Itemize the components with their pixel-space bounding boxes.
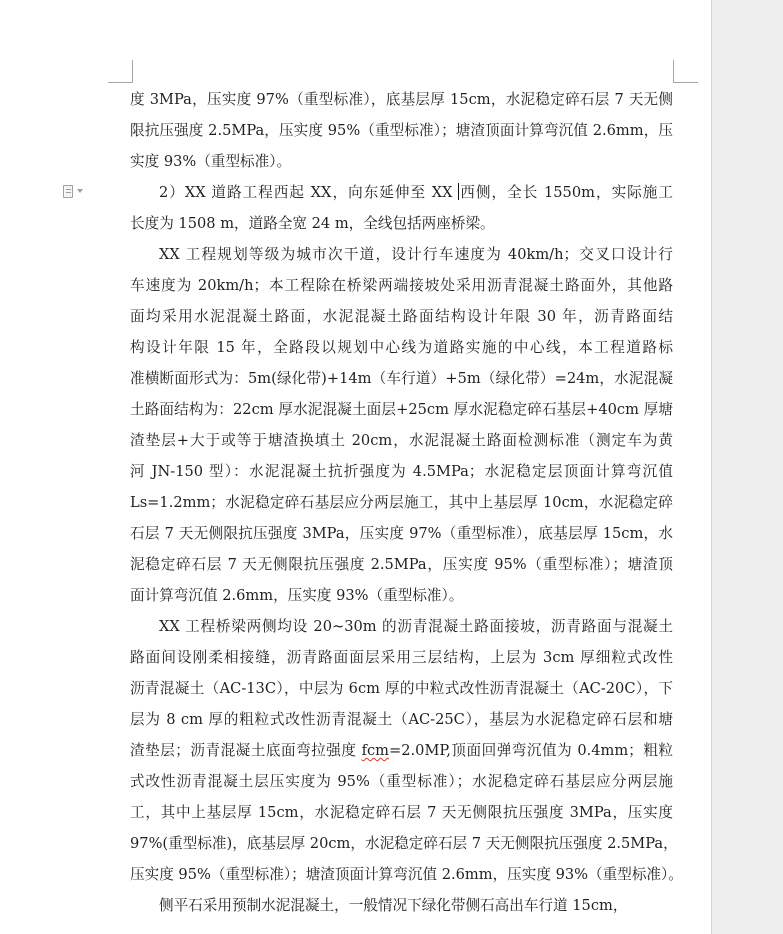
text-line: 河 JN-150 型）：水泥混凝土抗折强度为 4.5MPa；水泥稳定层顶面计算弯沉值 — [130, 463, 673, 480]
text-line: 渣垫层+大于或等于塘渣换填土 20cm，水泥混凝土路面检测标准（测定车为黄 — [130, 432, 673, 449]
text-segment: =2.0MP,顶面回弹弯沉值为 0.4mm；粗粒 — [389, 742, 674, 759]
chevron-down-icon — [77, 189, 83, 193]
text-line: 路面间设刚柔相接缝，沥青路面面层采用三层结构，上层为 3cm 厚细粒式改性 — [130, 649, 673, 666]
text-line: 面计算弯沉值 2.6mm，压实度 93%（重型标准）。 — [130, 587, 464, 604]
paragraph-menu-button[interactable] — [63, 183, 89, 199]
document-paragraph-icon — [63, 185, 73, 198]
text-line: 限抗压强度 2.5MPa，压实度 95%（重型标准）；塘渣顶面计算弯沉值 2.6mm，压 — [130, 122, 673, 139]
text-line: 97%(重型标准)，底基层厚 20cm，水泥稳定碎石层 7 天无侧限抗压强度 2.5MPa， — [130, 835, 678, 852]
text-line: 准横断面形式为：5m(绿化带)+14m（车行道）+5m（绿化带）=24m，水泥混凝 — [130, 370, 673, 387]
text-line: 工，其中上基层厚 15cm，水泥稳定碎石层 7 天无侧限抗压强度 3MPa，压实度 — [130, 804, 673, 821]
text-line: 长度为 1508 m，道路全宽 24 m，全线包括两座桥梁。 — [130, 215, 495, 232]
text-line — [130, 177, 673, 208]
text-line: 度 3MPa，压实度 97%（重型标准），底基层厚 15cm，水泥稳定碎石层 7 天无侧 — [130, 91, 673, 108]
spellcheck-word[interactable]: fcm — [361, 742, 390, 759]
text-line: 面均采用水泥混凝土路面，水泥混凝土路面结构设计年限 30 年，沥青路面结 — [130, 308, 673, 325]
document-body[interactable] — [130, 84, 683, 921]
text-line: 土路面结构为：22cm 厚水泥混凝土面层+25cm 厚水泥稳定碎石基层+40cm 厚塘 — [130, 401, 673, 418]
text-line: XX 工程桥梁两侧均设 20~30m 的沥青混凝土路面接坡，沥青路面与混凝土 — [159, 618, 673, 635]
text-line: 实度 93%（重型标准）。 — [130, 153, 292, 170]
text-line: 侧平石采用预制水泥混凝土，一般情况下绿化带侧石高出车行道 15cm， — [159, 897, 628, 914]
text-line: 车速度为 20km/h；本工程除在桥梁两端接坡处采用沥青混凝土路面外，其他路 — [130, 277, 673, 294]
text-line: 泥稳定碎石层 7 天无侧限抗压强度 2.5MPa，压实度 95%（重型标准）；塘渣顶 — [130, 556, 673, 573]
text-segment: 渣垫层；沥青混凝土底面弯拉强度 — [130, 742, 362, 759]
text-line: Ls=1.2mm；水泥稳定碎石基层应分两层施工，其中上基层厚 10cm，水泥稳定碎 — [130, 494, 673, 511]
text-line: 沥青混凝土（AC-13C），中层为 6cm 厚的中粒式改性沥青混凝土（AC-20C），下 — [130, 680, 673, 697]
text-line: 压实度 95%（重型标准）；塘渣顶面计算弯沉值 2.6mm，压实度 93%（重型标准）。 — [130, 866, 683, 883]
text-line: 层为 8 cm 厚的粗粒式改性沥青混凝土（AC-25C），基层为水泥稳定碎石层和塘 — [130, 711, 673, 728]
text-segment: 西侧，全长 1550m，实际施工 — [459, 184, 673, 201]
crop-mark-top-right — [673, 60, 698, 83]
text-line: 石层 7 天无侧限抗压强度 3MPa，压实度 97%（重型标准），底基层厚 15cm，水 — [130, 525, 673, 542]
text-line: 构设计年限 15 年，全路段以规划中心线为道路实施的中心线，本工程道路标 — [130, 339, 673, 356]
text-line: XX 工程规划等级为城市次干道，设计行车速度为 40km/h；交叉口设计行 — [159, 246, 673, 263]
text-line: 式改性沥青混凝土层压实度为 95%（重型标准）；水泥稳定碎石基层应分两层施 — [130, 773, 673, 790]
crop-mark-top-left — [108, 60, 133, 83]
text-segment: 2）XX 道路工程西起 XX，向东延伸至 XX — [159, 184, 459, 201]
scroll-gutter[interactable] — [711, 0, 783, 934]
text-line — [130, 735, 673, 766]
